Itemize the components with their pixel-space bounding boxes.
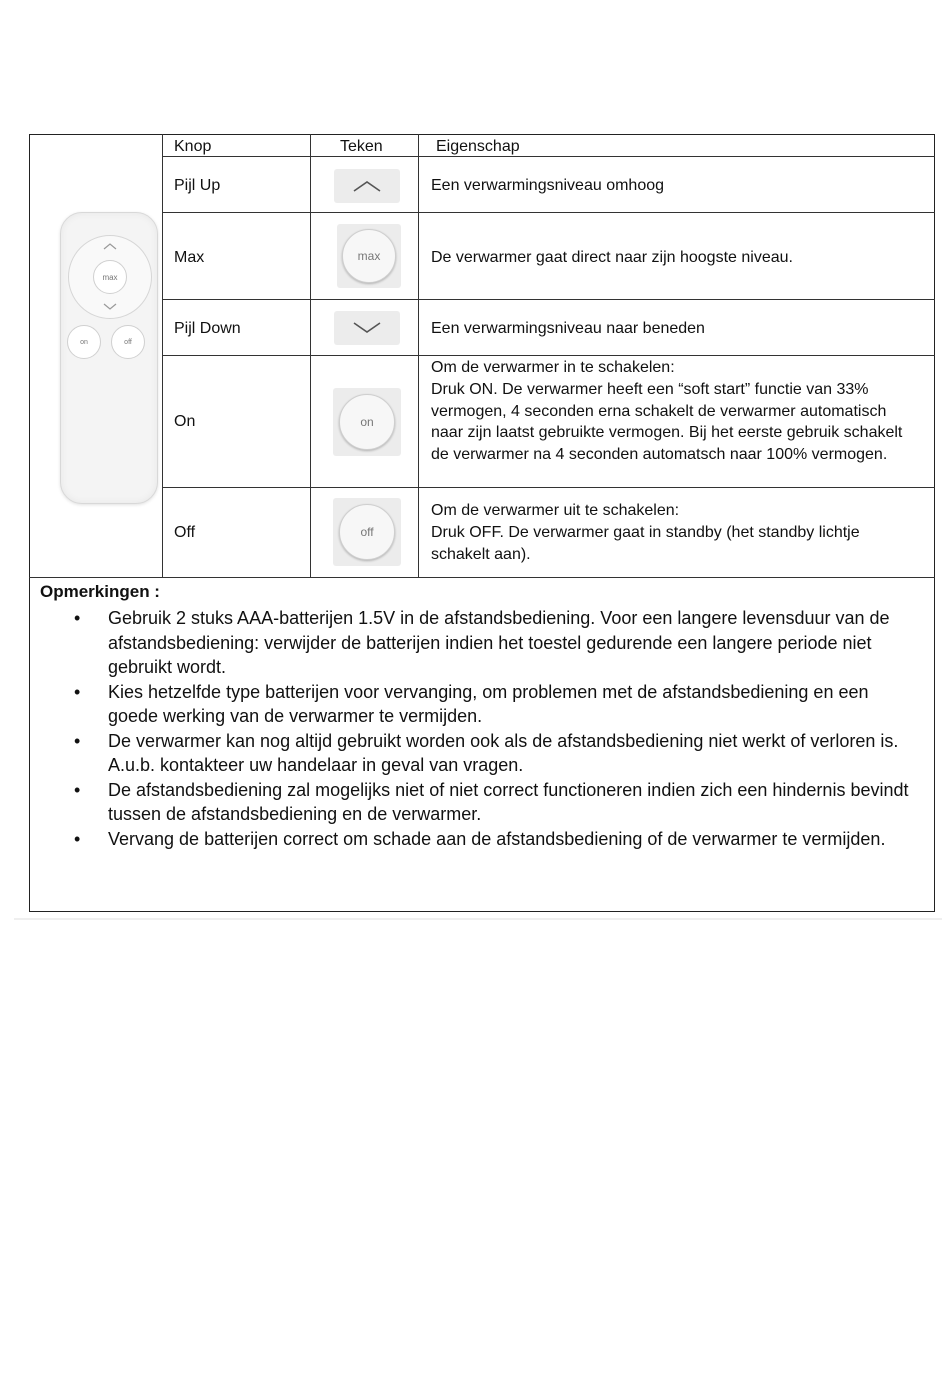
remote-off-button: off — [111, 325, 145, 359]
row-eigenschap: Een verwarmingsniveau naar beneden — [431, 320, 705, 337]
off-button-icon: off — [339, 504, 395, 560]
remote-control-image — [60, 212, 158, 504]
row-knop-on: On — [174, 413, 196, 430]
chevron-up-icon — [334, 169, 400, 203]
remote-on-button: on — [67, 325, 101, 359]
list-item: • De verwarmer kan nog altijd gebruikt worden ook als de afstandsbediening niet werkt of verloren is. A.u.b. kontakteer uw handelaar in geval van vragen. — [74, 730, 899, 775]
max-symbol-bg — [337, 224, 401, 288]
row-eigenschap: Een verwarmingsniveau omhoog — [431, 177, 665, 194]
row-eigenschap: Om de verwarmer uit te schakelen: Druk OFF. De verwarmer gaat in standby (het standby lichtje schakelt aan). — [431, 502, 860, 563]
chevron-up-icon — [101, 241, 119, 251]
off-symbol-bg — [333, 498, 401, 566]
on-symbol-bg — [333, 388, 401, 456]
list-item: • Vervang de batterijen correct om schade aan de afstandsbediening of de verwarmer te vermijden. — [74, 828, 886, 849]
list-item: • Kies hetzelfde type batterijen voor vervanging, om problemen met de afstandsbediening en een goede werking van de verwarmer te vermijden. — [74, 681, 869, 726]
row-knop-off: Off — [174, 524, 196, 541]
list-item: • Gebruik 2 stuks AAA-batterijen 1.5V in de afstandsbediening. Voor een langere levensduur van de afstandsbediening: verwijder de batterijen indien het toestel gedurende een langere periode niet gebruikt wordt. — [74, 608, 890, 677]
row-knop-max: Max — [174, 249, 205, 266]
on-button-icon: on — [339, 394, 395, 450]
remarks-title: Opmerkingen : — [40, 582, 160, 601]
row-knop-pijl-up: Pijl Up — [174, 177, 221, 194]
remarks-list — [60, 606, 920, 851]
header-teken: Teken — [340, 138, 383, 155]
row-knop-pijl-down: Pijl Down — [174, 320, 241, 337]
header-eigenschap: Eigenschap — [436, 138, 520, 155]
list-item: • De afstandsbediening zal mogelijks niet of niet correct functioneren indien zich een hindernis bevindt tussen de afstandsbediening en de verwarmer. — [74, 779, 909, 824]
remote-wheel — [68, 235, 152, 319]
header-knop: Knop — [174, 138, 212, 155]
chevron-down-icon — [101, 302, 119, 312]
chevron-down-icon — [334, 311, 400, 345]
page-divider — [14, 918, 942, 920]
max-button-icon: max — [342, 229, 396, 283]
remote-max-button: max — [93, 260, 127, 294]
row-eigenschap: Om de verwarmer in te schakelen: Druk ON. De verwarmer heeft een “soft start” functie van 33% vermogen, 4 seconden erna schakelt de verwarmer automatisch naar zijn laatst gebruikte vermogen. Bij het eerste gebruik schakelt de verwarmer na 4 seconden automatsch naar 100% vermogen. — [431, 359, 903, 464]
row-eigenschap: De verwarmer gaat direct naar zijn hoogste niveau. — [431, 249, 793, 266]
